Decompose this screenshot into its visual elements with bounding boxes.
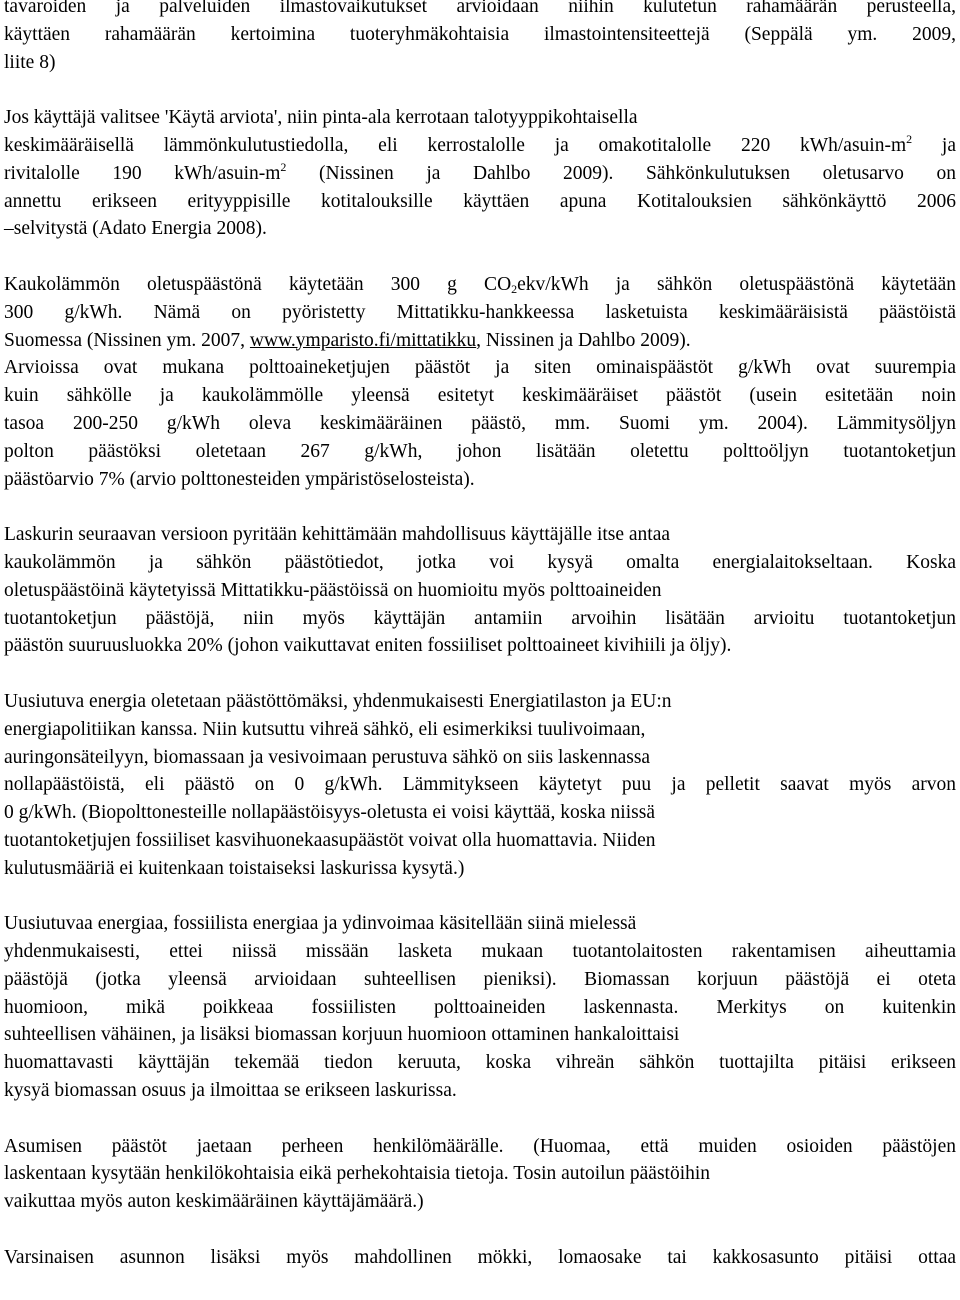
text-line xyxy=(4,160,956,188)
text-line: päästön suuruusluokka 20% (johon vaikuttavat eniten fossiiliset polttoaineet kivihiili ja öljy). xyxy=(4,635,732,657)
text-line: päästöarvio 7% (arvio polttonesteiden ympäristöselosteista). xyxy=(4,468,475,490)
text-line: kaukolämmön ja sähkön päästötiedot, jotka voi kysyä omalta energialaitokseltaan. Koska xyxy=(4,551,956,573)
text-line: kulutusmääriä ei kuitenkaan toistaiseksi laskurissa kysytä.) xyxy=(4,857,465,879)
text-line: oletuspäästöinä käytetyissä Mittatikku-päästöissä on huomioitu myös polttoaineiden xyxy=(4,579,662,601)
paragraph-renewable-energy xyxy=(4,688,956,883)
text-line: huomattavasti käyttäjän tekemää tiedon keruuta, koska vihreän sähkön tuottajilta pitäisi erikseen xyxy=(4,1052,956,1074)
text-segment: ekv/kWh ja sähkön oletuspäästönä käytetään xyxy=(517,273,956,295)
paragraph-intro-continuation xyxy=(4,0,956,76)
document-page xyxy=(4,0,956,1272)
subscript: 2 xyxy=(511,281,518,296)
text-line: energiapolitiikan kanssa. Niin kutsuttu vihreä sähkö, eli esimerkiksi tuulivoimaan, xyxy=(4,718,646,740)
text-line: päästöjä (jotka yleensä arvioidaan suhteellisen pieniksi). Biomassan korjuun päästöjä ei oteta xyxy=(4,968,956,990)
text-line xyxy=(4,132,956,160)
text-line: laskentaan kysytään henkilökohtaisia eikä perhekohtaisia tietoja. Tosin autoilun päästöihin xyxy=(4,1163,711,1185)
text-line: huomioon, mikä poikkeaa fossiilisten polttoaineiden laskennasta. Merkitys on kuitenkin xyxy=(4,996,956,1018)
paragraph-emission-defaults xyxy=(4,271,956,493)
text-line: Uusiutuva energia oletetaan päästöttömäksi, yhdenmukaisesti Energiatilaston ja EU:n xyxy=(4,690,672,712)
superscript: 2 xyxy=(280,159,287,174)
text-line: –selvitystä (Adato Energia 2008). xyxy=(4,218,267,240)
text-segment: Kaukolämmön oletuspäästönä käytetään 300 g CO xyxy=(4,273,512,295)
text-line: tasoa 200-250 g/kWh oleva keskimääräinen päästö, mm. Suomi ym. 2004). Lämmitysöljyn xyxy=(4,412,956,434)
mittatikku-link[interactable]: www.ymparisto.fi/mittatikku xyxy=(249,329,477,351)
text-line xyxy=(4,327,956,355)
paragraph-household-division xyxy=(4,1133,956,1216)
paragraph-energy-treatment xyxy=(4,910,956,1105)
text-line: Laskurin seuraavan versioon pyritään kehittämään mahdollisuus käyttäjälle itse antaa xyxy=(4,524,671,546)
text-line: kuin sähkölle ja kaukolämmölle yleensä esitetyt keskimääräiset päästöt (usein esitetään noin xyxy=(4,385,956,407)
text-segment: , Nissinen ja Dahlbo 2009). xyxy=(476,329,691,351)
text-line: 0 g/kWh. (Biopolttonesteille nollapäästöisyys-oletusta ei voisi käyttää, koska niissä xyxy=(4,802,655,824)
text-line: auringonsäteilyyn, biomassaan ja vesivoimaan perustuva sähkö on siis laskennassa xyxy=(4,746,651,768)
text-line: kysyä biomassan osuus ja ilmoittaa se erikseen laskurissa. xyxy=(4,1080,457,1102)
text-line: Uusiutuvaa energiaa, fossiilista energiaa ja ydinvoimaa käsitellään siinä mielessä xyxy=(4,913,637,935)
text-segment: ja xyxy=(912,134,956,156)
text-line: Varsinaisen asunnon lisäksi myös mahdollinen mökki, lomaosake tai kakkosasunto pitäisi ottaa xyxy=(4,1246,956,1268)
text-line: liite 8) xyxy=(4,51,56,73)
text-segment: (Nissinen ja Dahlbo 2009). Sähkönkulutuksen oletusarvo on xyxy=(286,162,956,184)
paragraph-heating-estimate xyxy=(4,104,956,243)
text-line: polton päästöksi oletetaan 267 g/kWh, johon lisätään oletettu polttoöljyn tuotantoketjun xyxy=(4,440,956,462)
text-line: tuotantoketjun päästöjä, niin myös käyttäjän antamiin arvoihin lisätään arvioitu tuotantoketjun xyxy=(4,607,956,629)
text-line xyxy=(4,271,956,299)
text-segment: Suomessa (Nissinen ym. 2007, xyxy=(4,329,250,351)
text-line: vaikuttaa myös auton keskimääräinen käyttäjämäärä.) xyxy=(4,1191,424,1213)
text-line: yhdenmukaisesti, ettei niissä missään lasketa mukaan tuotantolaitosten rakentamisen aiheuttamia xyxy=(4,941,956,963)
superscript: 2 xyxy=(906,131,913,146)
text-line: suhteellisen vähäinen, ja lisäksi biomassan korjuun huomioon ottaminen hankaloittaisi xyxy=(4,1024,680,1046)
text-segment: rivitalolle 190 kWh/asuin-m xyxy=(4,162,281,184)
text-line: Jos käyttäjä valitsee 'Käytä arviota', niin pinta-ala kerrotaan talotyyppikohtaisella xyxy=(4,107,638,129)
paragraph-next-version xyxy=(4,521,956,660)
text-line: tavaroiden ja palveluiden ilmastovaikutukset arvioidaan niihin kulutetun rahamäärän perusteella, xyxy=(4,0,956,17)
text-line: annettu erikseen erityyppisille kotitalouksille käyttäen apuna Kotitalouksien sähkönkäyttö 2006 xyxy=(4,190,956,212)
text-line: tuotantoketjujen fossiiliset kasvihuonekaasupäästöt voivat olla huomattavia. Niiden xyxy=(4,829,656,851)
text-line: Asumisen päästöt jaetaan perheen henkilömäärälle. (Huomaa, että muiden osioiden päästöjen xyxy=(4,1135,956,1157)
text-line: Arvioissa ovat mukana polttoaineketjujen päästöt ja siten ominaispäästöt g/kWh ovat suurempia xyxy=(4,357,956,379)
paragraph-second-home xyxy=(4,1244,956,1272)
text-line: käyttäen rahamäärän kertoimina tuoteryhmäkohtaisia ilmastointensiteettejä (Seppälä ym. 2009, xyxy=(4,23,956,45)
text-segment: keskimääräisellä lämmönkulutustiedolla, eli kerrostalolle ja omakotitalolle 220 kWh/asuin-m xyxy=(4,134,907,156)
text-line: 300 g/kWh. Nämä on pyöristetty Mittatikku-hankkeessa lasketuista keskimääräisistä päästöistä xyxy=(4,301,956,323)
text-line: nollapäästöistä, eli päästö on 0 g/kWh. Lämmitykseen käytetyt puu ja pelletit saavat myös arvon xyxy=(4,774,956,796)
